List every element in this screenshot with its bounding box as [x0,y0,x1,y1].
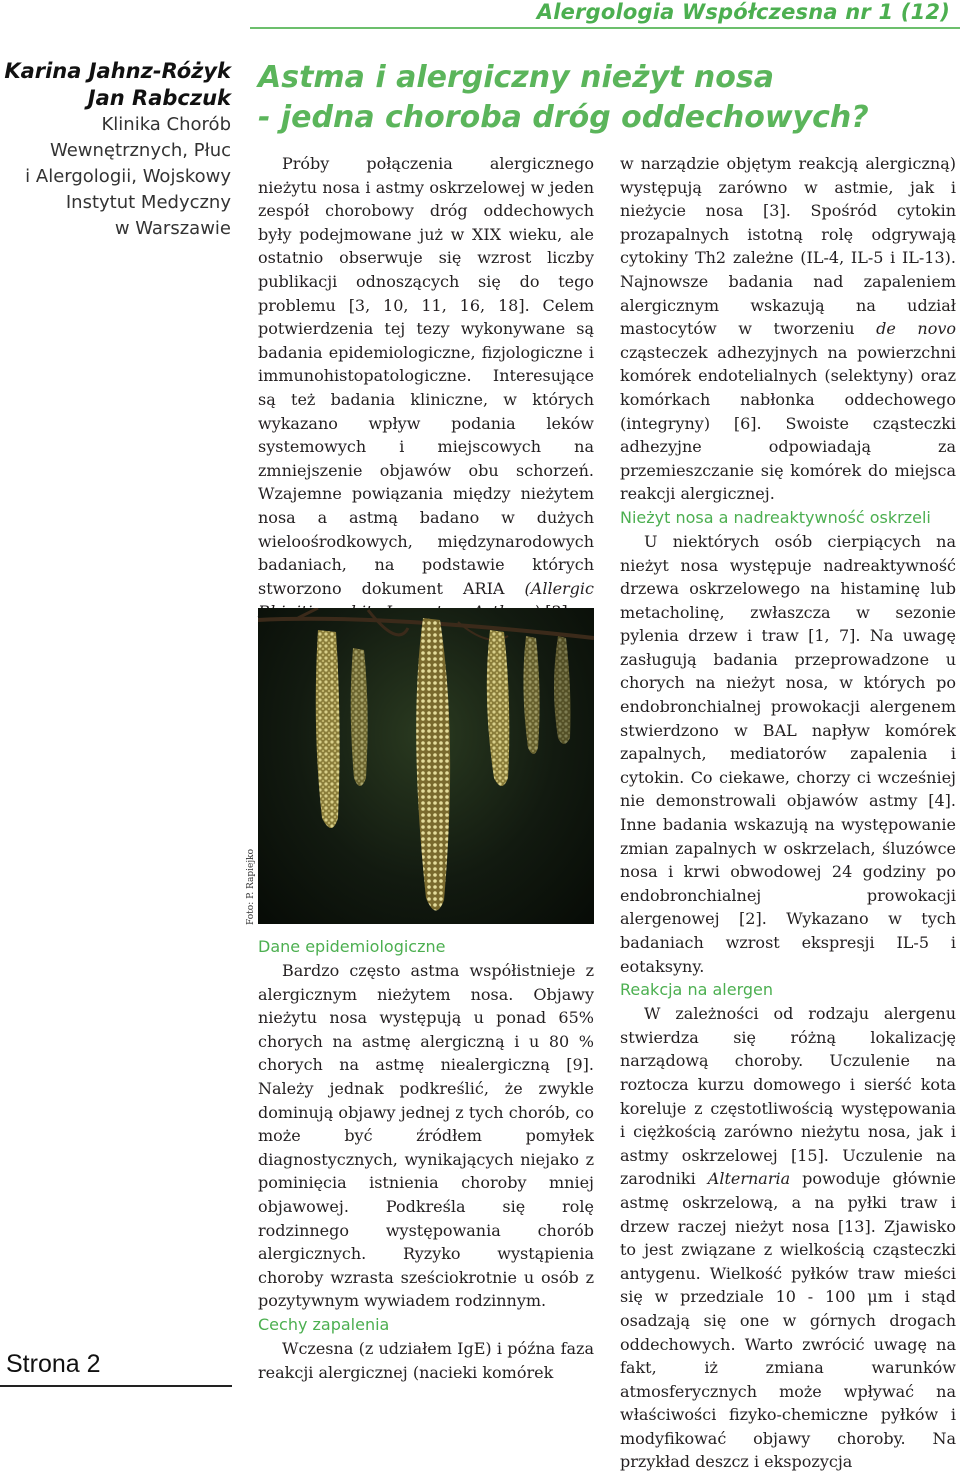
de-novo-italic: de novo [876,319,957,339]
photo-credit: Foto: P. Rapiejko [246,848,256,925]
sidebar-rule [0,1385,232,1387]
catkins-illustration [258,608,594,924]
section-heading: Nieżyt nosa a nadreaktywność oskrzeli [620,507,931,527]
middle-column-lower [258,935,594,1384]
allergen-text-b: powoduje głównie astmę oskrzelową, a na pyłki traw i drzew raczej nieżyt nosa [13]. Zjawisko to jest związane z wielkością cząsteczki antygenu. Wielkość pyłków traw mieści się w przedziale 10 - 100 μm i stąd osadzają się one w górnych drogach oddechowych. Warto zwrócić uwagę na fakt, iż zmiana warunków atmosferycznych może wpływać na właściwości fizyko-chemiczne pyłków i modyfikować objawy choroby. Na przykład deszcz i ekspozycja [620,1169,957,1472]
alternaria-italic: Alternaria [707,1169,791,1189]
affiliation-line: i Alergologii, Wojskowy [25,166,231,187]
continued-paragraph [620,152,956,506]
author-sidebar [0,58,235,242]
affiliation-line: Klinika Chorób [101,114,231,135]
title-line-1: Astma i alergiczny nieżyt nosa [258,60,774,95]
allergen-text-a: W zależności od rodzaju alergenu stwierdza się różną lokalizację narządową choroby. Uczulenie na roztocza kurzu domowego i sierść kota koreluje z częstotliwością występowania i ciężkością zarówno nieżytu nosa, jak i astmy oskrzelowej [15]. Uczulenie na zarodniki [620,1004,956,1189]
continued-text-b: cząsteczek adhezyjnych na powierzchni komórek endotelialnych (selektyny) oraz komórkach nabłonka oddechowego (integryny) [6]. Swoiste cząsteczki adhezyjne odpowiadają za przemieszczanie się komórek do miejsca reakcji alergicznej. [620,342,956,504]
section-heading: Dane epidemiologiczne [258,937,446,956]
page-number: Strona 2 [6,1350,101,1378]
intro-text: Próby połączenia alergicznego nieżytu nosa i astmy oskrzelowej w jeden zespół chorobowy dróg oddechowych były podejmowane już w XIX wieku, ale ostatnio obserwuje się wzrost liczby publikacji odnoszących się do tego problemu [3, 10, 11, 16, 18]. Celem potwierdzenia tej tezy wykonywane są badania epidemiologiczne, fizjologiczne i immunohistopatologiczne. Interesujące są też badania kliniczne, w których wykazano wpływ podania leków systemowych i miejscowych na zmniejszenie objawów obu schorzeń. Wzajemne powiązania między nieżytem nosa a astmą badano w dużych wieloośrodkowych, międzynarodowych badaniach, na podstawie których stworzono dokument ARIA [258,154,594,598]
author-name: Jan Rabczuk [87,86,231,110]
allergen-paragraph [620,1002,956,1474]
right-column [620,152,956,1474]
author-name: Karina Jahnz-Różyk [4,59,231,83]
section-heading: Cechy zapalenia [258,1314,390,1334]
hyperreactivity-paragraph: U niektórych osób cierpiących na nieżyt nosa występuje nadreaktywność drzewa oskrzelowego na histaminę lub metacholinę, zwłaszcza w sezonie pylenia drzew i traw [1, 7]. Na uwagę zasługują badania przeprowadzone u chorych na nieżyt nosa, w których po endobronchialnej prowokacji alergenem stwierdzono w BAL napływ komórek zapalnych, mediatorów zapalenia i cytokin. Co ciekawe, chorzy ci wcześniej nie demonstrowali objawów astmy [4]. Inne badania wskazują na występowanie zmian zapalnych w oskrzelach, śluzówce nosa i krwi obwodowej 24 godziny po endobronchialnej prowokacji alergenowej [2]. Wykazano w tych badaniach wzrost ekspresji IL-5 i eotaksyny. [620,531,956,976]
article-title [258,58,958,138]
intro-paragraph [258,152,594,624]
continued-text-a: w narządzie objętym reakcją alergiczną) występują zarówno w astmie, jak i nieżycie nosa [3]. Spośród cytokin prozapalnych istotną rolę odgrywają cytokiny Th2 zależne (IL-4, IL-5 i IL-13). Najnowsze badania nad zapaleniem alergicznym wskazują na udział mastocytów w tworzeniu [620,154,956,339]
affiliation-line: Instytut Medyczny [65,192,231,213]
alder-catkins-photo [258,608,594,924]
intro-column [258,152,594,624]
header-rule [250,27,960,29]
aria-expansion: (Allergic [524,578,594,598]
inflammation-paragraph: Wczesna (z udziałem IgE) i późna faza reakcji alergicznej (nacieki komórek [258,1338,594,1382]
affiliation-line: w Warszawie [114,218,231,239]
affiliation-line: Wewnętrznych, Płuc [49,140,231,161]
section-heading: Reakcja na alergen [620,980,774,1000]
epidemiology-paragraph: Bardzo często astma współistnieje z alergicznym nieżytem nosa. Objawy nieżytu nosa występują u ponad 65% chorych na astmę alergiczną i u 80 % chorych na astmę niealergiczną [9]. Należy jednak podkreślić, że zwykle dominują objawy jednej z tych chorób, co może być źródłem pomyłek diagnostycznych, wynikających niejako z pominięcia istnienia choroby mniej objawowej. Podkreśla się rolę rodzinnego występowania chorób alergicznych. Ryzyko wystąpienia choroby wzrasta sześciokrotnie u osób z pozytywnym wywiadem rodzinnym. [258,961,594,1311]
journal-running-head: Alergologia Współczesna nr 1 (12) [536,0,950,24]
title-line-2: - jedna choroba dróg oddechowych? [258,100,869,135]
